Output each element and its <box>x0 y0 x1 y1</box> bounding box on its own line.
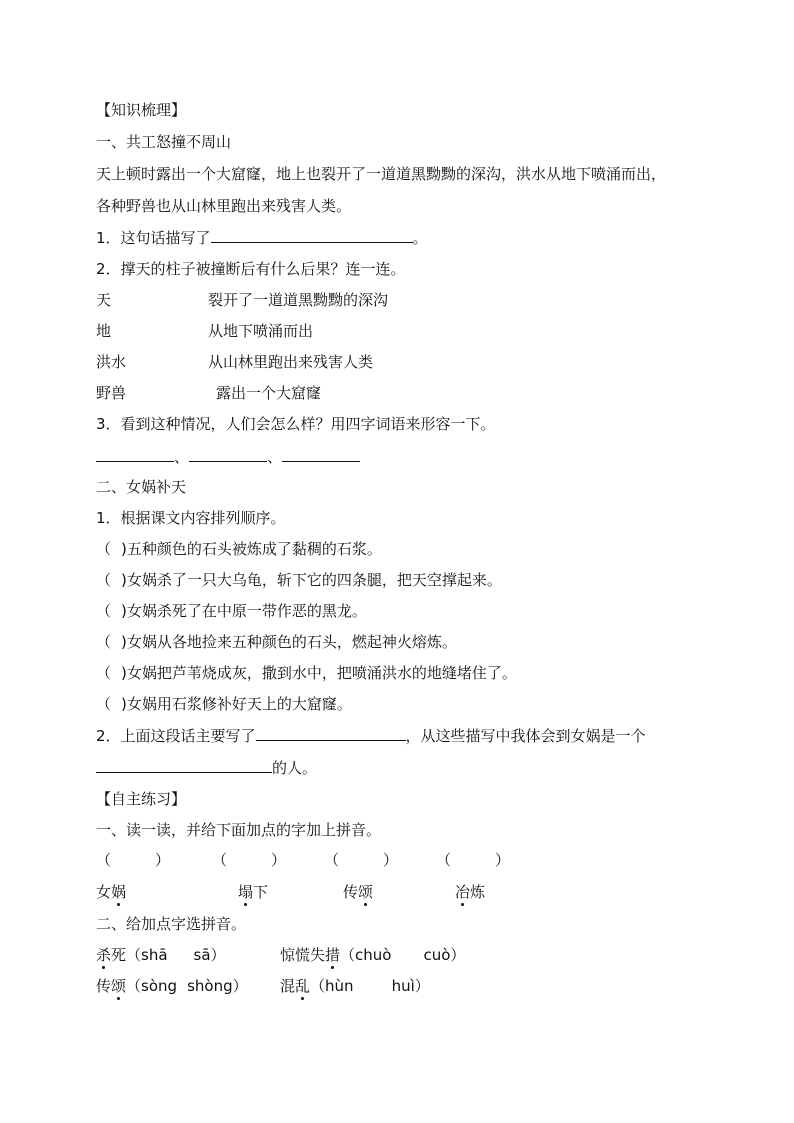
dotted-char: 措 <box>325 946 341 964</box>
paren-close: ） <box>155 851 171 869</box>
q2-middle: ，从这些描写中我体会到女娲是一个 <box>405 727 646 745</box>
order-item <box>96 663 517 683</box>
part2-question-1: 1．根据课文内容排列顺序。 <box>96 509 286 527</box>
pinyin-box-1[interactable] <box>96 850 170 870</box>
order-item-text: )女娲从各地捡来五种颜色的石头，燃起神火熔炼。 <box>121 633 457 651</box>
passage-line-1: 天上顿时露出一个大窟窿，地上也裂开了一道道黑黝黝的深沟，洪水从地下喷涌而出， <box>96 165 667 183</box>
answer-blank[interactable] <box>189 447 267 462</box>
separator: 、 <box>267 448 283 466</box>
match-left-3[interactable]: 洪水 <box>96 353 127 371</box>
paren-close: ） <box>271 851 287 869</box>
order-item-text: )女娲把芦苇烧成灰，撒到水中，把喷涌洪水的地缝堵住了。 <box>121 664 517 682</box>
dotted-char: 塌 <box>238 883 254 901</box>
answer-blank[interactable] <box>256 726 406 741</box>
word-char: 传 <box>343 883 359 901</box>
order-item-text: )女娲用石浆修补好天上的大窟窿。 <box>121 695 352 713</box>
word-char: 传 <box>96 977 112 995</box>
order-item-text: )女娲杀死了在中原一带作恶的黑龙。 <box>121 602 367 620</box>
part3-title: 一、读一读，并给下面加点的字加上拼音。 <box>96 821 382 839</box>
order-item-text: )五种颜色的石头被炼成了黏稠的石浆。 <box>121 540 382 558</box>
pinyin-option[interactable]: shā <box>141 946 168 964</box>
question-1-text: 1．这句话描写了 <box>96 229 211 247</box>
pinyin-box-4[interactable] <box>436 850 510 870</box>
pinyin-choice-4 <box>280 976 430 996</box>
part4-title: 二、给加点字选拼音。 <box>96 915 247 933</box>
paren-close: ） <box>383 851 399 869</box>
word-char: 死（ <box>111 946 142 964</box>
answer-blank[interactable] <box>96 758 272 773</box>
order-item <box>96 694 352 714</box>
dotted-char: 杀 <box>96 946 112 964</box>
order-paren[interactable]: （ <box>96 571 112 589</box>
dotted-char: 乱 <box>295 977 311 995</box>
pinyin-option[interactable]: chuò <box>355 946 392 964</box>
word-char: （ <box>340 946 356 964</box>
order-paren[interactable]: （ <box>96 540 112 558</box>
dotted-char: 冶 <box>455 883 471 901</box>
word-2 <box>238 882 268 902</box>
order-paren[interactable]: （ <box>96 695 112 713</box>
paren-open: （ <box>436 851 452 869</box>
question-1-suffix: 。 <box>412 229 428 247</box>
paren-open: （ <box>96 851 112 869</box>
answer-blank[interactable] <box>211 228 413 243</box>
word-1 <box>96 882 126 902</box>
order-item <box>96 570 502 590</box>
word-char: 惊慌失 <box>280 946 326 964</box>
order-paren[interactable]: （ <box>96 633 112 651</box>
pinyin-option[interactable]: sòng <box>141 977 178 995</box>
section-heading-practice: 【自主练习】 <box>96 790 187 808</box>
pinyin-option[interactable]: huì） <box>391 977 430 995</box>
order-paren[interactable]: （ <box>96 664 112 682</box>
match-left-2[interactable]: 地 <box>96 322 112 340</box>
part2-title: 二、女娲补天 <box>96 478 187 496</box>
pinyin-choice-1 <box>96 945 226 965</box>
pinyin-option[interactable]: shòng） <box>187 977 248 995</box>
pinyin-choice-2 <box>280 945 465 965</box>
pinyin-option[interactable]: cuò） <box>423 946 466 964</box>
pinyin-option[interactable]: hùn <box>325 977 354 995</box>
q2-suffix: 的人。 <box>272 759 318 777</box>
word-char: 女 <box>96 883 112 901</box>
paren-open: （ <box>324 851 340 869</box>
match-right-1[interactable]: 裂开了一道道黑黝黝的深沟 <box>208 291 389 309</box>
pinyin-option[interactable]: sā） <box>193 946 226 964</box>
dotted-char: 颂 <box>111 977 127 995</box>
match-left-1[interactable]: 天 <box>96 291 112 309</box>
answer-blank[interactable] <box>96 447 174 462</box>
word-char: （ <box>310 977 326 995</box>
part2-question-2-cont <box>96 758 317 778</box>
order-item <box>96 539 382 559</box>
pinyin-box-3[interactable] <box>324 850 398 870</box>
question-3: 3．看到这种情况，人们会怎么样？用四字词语来形容一下。 <box>96 415 496 433</box>
part2-question-2 <box>96 726 646 746</box>
question-2: 2．撑天的柱子被撞断后有什么后果？连一连。 <box>96 260 406 278</box>
idiom-blanks <box>96 447 360 467</box>
q2-prefix: 2．上面这段话主要写了 <box>96 727 256 745</box>
word-char: 下 <box>253 883 269 901</box>
dotted-char: 娲 <box>111 883 127 901</box>
separator: 、 <box>174 448 190 466</box>
order-item <box>96 601 367 621</box>
match-right-2[interactable]: 从地下喷涌而出 <box>208 322 314 340</box>
word-char: （ <box>126 977 142 995</box>
word-4 <box>455 882 485 902</box>
passage-line-2: 各种野兽也从山林里跑出来残害人类。 <box>96 197 352 215</box>
word-3 <box>343 882 373 902</box>
pinyin-box-2[interactable] <box>212 850 286 870</box>
word-char: 混 <box>280 977 296 995</box>
part1-title: 一、共工怒撞不周山 <box>96 133 232 151</box>
order-item <box>96 632 457 652</box>
dotted-char: 颂 <box>358 883 374 901</box>
section-heading-knowledge: 【知识梳理】 <box>96 101 187 119</box>
pinyin-choice-3 <box>96 976 248 996</box>
match-right-4[interactable]: 露出一个大窟窿 <box>216 384 322 402</box>
answer-blank[interactable] <box>282 447 360 462</box>
match-right-3[interactable]: 从山林里跑出来残害人类 <box>208 353 374 371</box>
paren-close: ） <box>495 851 511 869</box>
question-1 <box>96 228 428 248</box>
order-item-text: )女娲杀了一只大乌龟，斩下它的四条腿，把天空撑起来。 <box>121 571 502 589</box>
order-paren[interactable]: （ <box>96 602 112 620</box>
paren-open: （ <box>212 851 228 869</box>
match-left-4[interactable]: 野兽 <box>96 384 127 402</box>
word-char: 炼 <box>470 883 486 901</box>
